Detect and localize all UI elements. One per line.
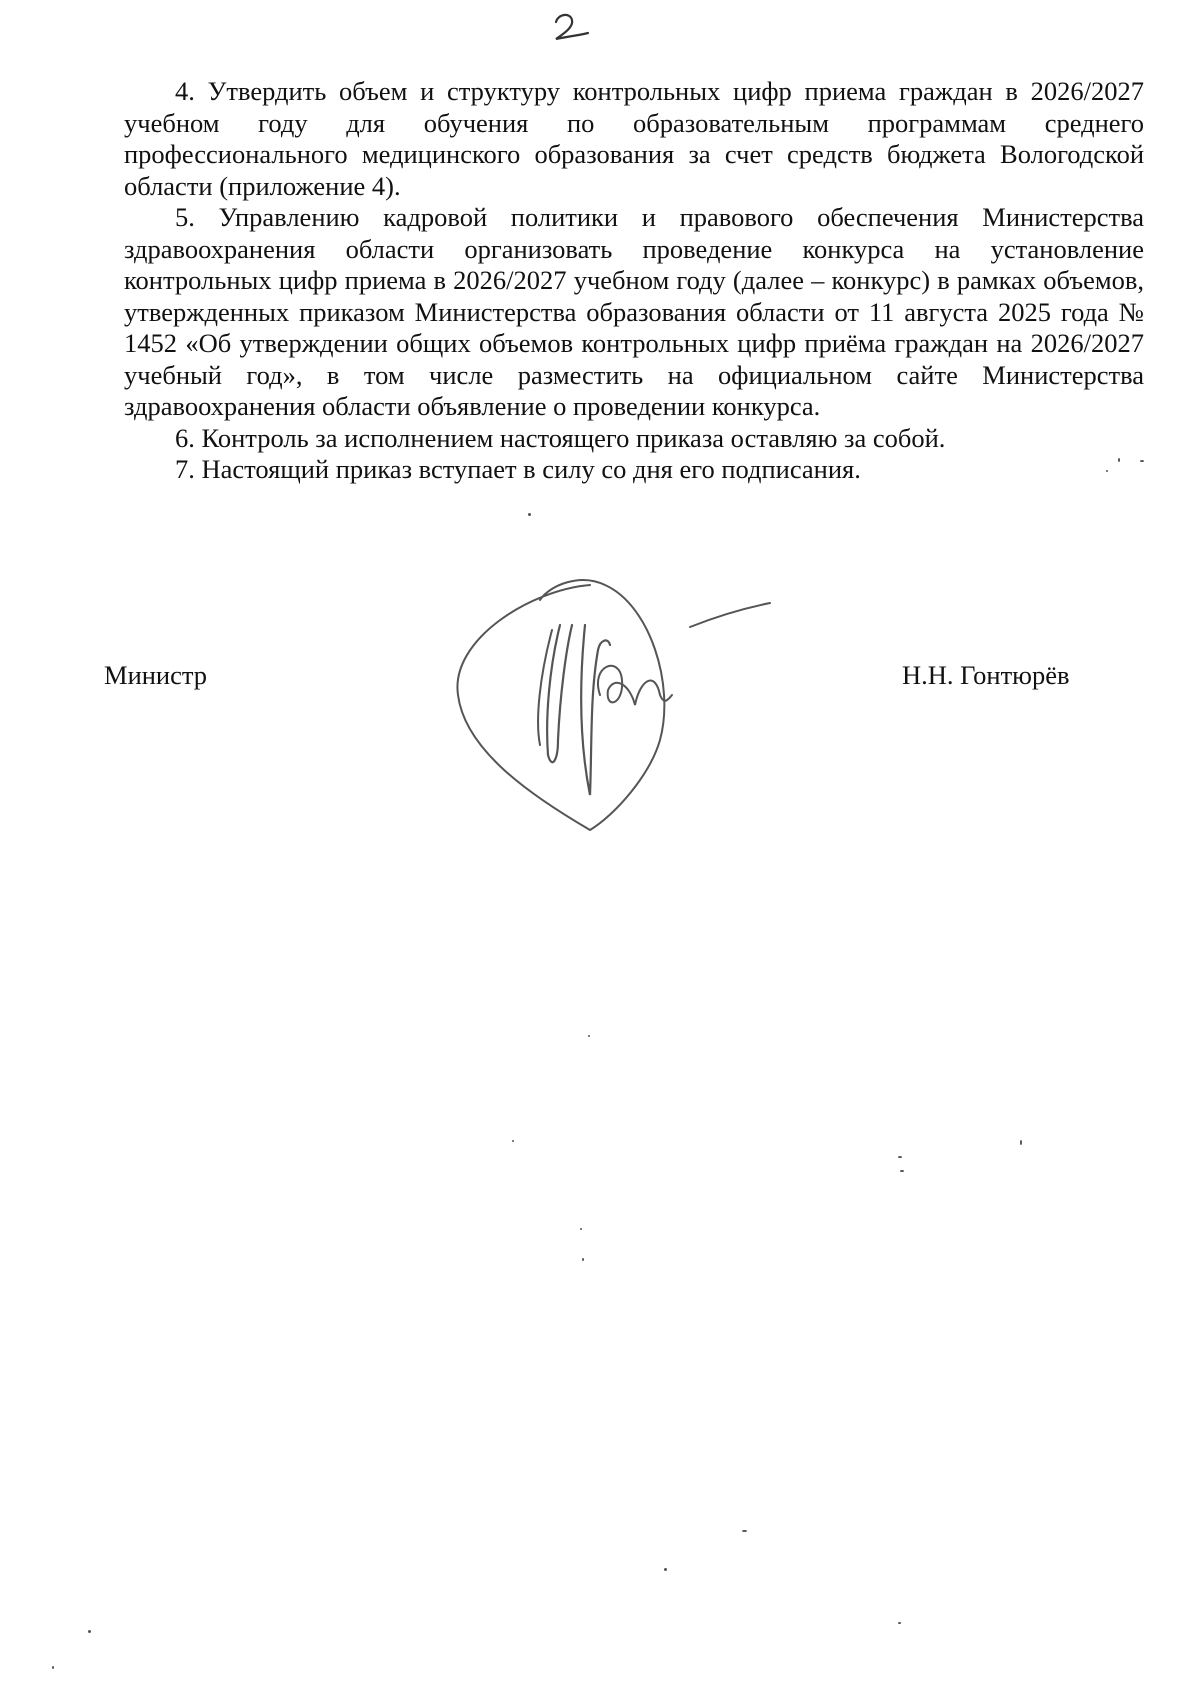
scan-speck (664, 1568, 667, 1571)
signer-title: Министр (104, 660, 208, 690)
paragraph-7: 7. Настоящий приказ вступает в силу со дня его подписания. (175, 454, 861, 484)
scan-speck (898, 1622, 901, 1624)
signature-block (0, 640, 1200, 700)
scan-speck (512, 1140, 514, 1142)
scan-speck (742, 1530, 747, 1532)
scan-speck (900, 1170, 904, 1172)
scan-speck (52, 1666, 54, 1669)
scan-speck (88, 1630, 91, 1633)
document-body (124, 76, 1144, 486)
scan-speck (588, 1035, 590, 1037)
paragraph-6: 6. Контроль за исполнением настоящего приказа оставляю за собой. (175, 422, 946, 453)
page-number (548, 6, 598, 46)
scan-speck (898, 1156, 902, 1158)
scan-speck (580, 1228, 582, 1230)
signer-name: Н.Н. Гонтюрёв (902, 660, 1070, 690)
scan-speck (1118, 458, 1120, 462)
paragraph-4: 4. Утвердить объем и структуру контрольных цифр приема граждан в 2026/2027 учебном году для обучения по образовательным программам среднего профессионального медицинского образования за счет средств бюджета Вологодской области (приложение 4). (124, 76, 1144, 201)
scan-speck (582, 1258, 584, 1261)
scan-speck (1106, 470, 1108, 472)
paragraph-5: 5. Управлению кадровой политики и правового обеспечения Министерства здравоохранения области организовать проведение конкурса на установление контрольных цифр приема в 2026/2027 учебном году (далее – конкурс) в рамках объемов, утвержденных приказом Министерства образования области от 11 августа 2025 года № 1452 «Об утверждении общих объемов контрольных цифр приёма граждан на 2026/2027 учебный год», в том числе разместить на официальном сайте Министерства здравоохранения области объявление о проведении конкурса. (124, 202, 1144, 421)
scan-speck (1140, 460, 1144, 462)
scan-speck (528, 513, 531, 516)
handwritten-page-number-image (548, 6, 598, 46)
scan-speck (1020, 1140, 1022, 1145)
